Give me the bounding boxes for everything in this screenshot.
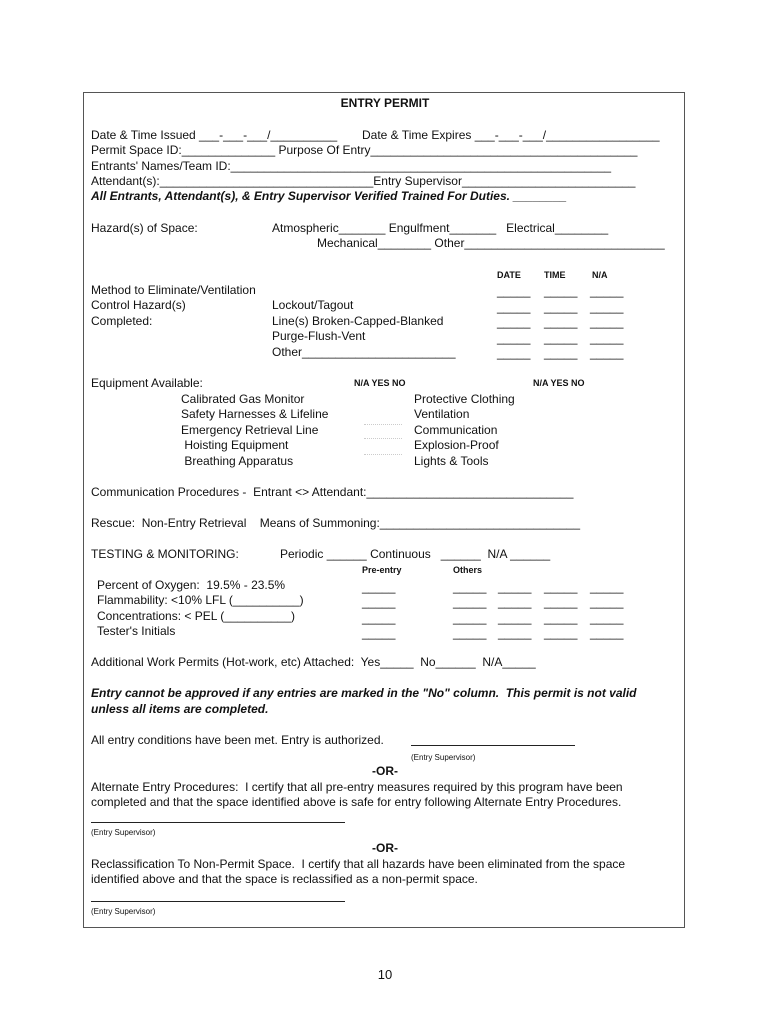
equipment-item: Calibrated Gas Monitor <box>181 392 305 406</box>
equipment-item: Ventilation <box>414 407 470 421</box>
method-time-blank[interactable]: _____ <box>544 315 578 329</box>
hazards-label: Hazard(s) of Space: <box>91 221 198 235</box>
method-date-blank[interactable]: _____ <box>497 284 531 298</box>
warning-text: unless all items are completed. <box>91 702 269 716</box>
equipment-item: Protective Clothing <box>414 392 515 406</box>
permit-space-field[interactable]: Permit Space ID:______________ Purpose Of Entry________________________________________ <box>91 143 638 157</box>
additional-permits-field[interactable]: Additional Work Permits (Hot-work, etc) Attached: Yes_____ No______ N/A_____ <box>91 655 536 669</box>
testing-modes[interactable]: Periodic ______ Continuous ______ N/A ______ <box>280 547 551 561</box>
method-item: Lockout/Tagout <box>272 298 354 312</box>
method-item: Line(s) Broken-Capped-Blanked <box>272 314 444 328</box>
others-blank[interactable]: _____ <box>453 626 487 640</box>
equipment-col-header-right: N/A YES NO <box>533 378 585 388</box>
others-blank[interactable]: _____ <box>453 595 487 609</box>
equipment-check-mark[interactable] <box>364 424 402 425</box>
equipment-item: Hoisting Equipment <box>181 438 289 452</box>
supervisor-caption: (Entry Supervisor) <box>411 753 476 762</box>
method-label: Control Hazard(s) <box>91 298 186 312</box>
method-item[interactable]: Other_______________________ <box>272 345 456 359</box>
method-label: Method to Eliminate/Ventilation <box>91 283 256 297</box>
supervisor-caption: (Entry Supervisor) <box>91 828 156 837</box>
others-blank[interactable]: _____ <box>498 595 532 609</box>
others-blank[interactable]: _____ <box>590 626 624 640</box>
others-blank[interactable]: _____ <box>453 611 487 625</box>
attendants-field[interactable]: Attendant(s):________________________________Entry Supervisor__________________________ <box>91 174 636 188</box>
col-time-header: TIME <box>544 270 566 280</box>
method-time-blank[interactable]: _____ <box>544 300 578 314</box>
preentry-blank[interactable]: _____ <box>362 595 396 609</box>
supervisor-signature-line[interactable] <box>411 745 575 746</box>
testing-row-label: Tester's Initials <box>97 624 176 638</box>
equipment-item: Explosion-Proof <box>414 438 499 452</box>
reclassification-text: Reclassification To Non-Permit Space. I certify that all hazards have been eliminated from the space <box>91 857 626 871</box>
testing-row-label[interactable]: Concentrations: < PEL (__________) <box>97 609 296 623</box>
alternate-signature-line[interactable] <box>91 822 345 823</box>
method-na-blank[interactable]: _____ <box>590 284 624 298</box>
page-title: ENTRY PERMIT <box>340 96 430 110</box>
others-blank[interactable]: _____ <box>498 580 532 594</box>
col-date-header: DATE <box>497 270 521 280</box>
testing-row-label[interactable]: Flammability: <10% LFL (__________) <box>97 593 304 607</box>
hazards-line1[interactable]: Atmospheric_______ Engulfment_______ Electrical________ <box>272 221 609 235</box>
others-blank[interactable]: _____ <box>544 595 578 609</box>
equipment-item: Emergency Retrieval Line <box>181 423 319 437</box>
equipment-item: Communication <box>414 423 498 437</box>
others-blank[interactable]: _____ <box>590 595 624 609</box>
others-blank[interactable]: _____ <box>498 626 532 640</box>
col-na-header: N/A <box>592 270 608 280</box>
hazards-line2[interactable]: Mechanical________ Other______________________________ <box>317 236 665 250</box>
others-blank[interactable]: _____ <box>498 611 532 625</box>
col-preentry-header: Pre-entry <box>362 565 402 575</box>
col-others-header: Others <box>453 565 483 575</box>
equipment-check-mark[interactable] <box>364 454 402 455</box>
method-label: Completed: <box>91 314 153 328</box>
preentry-blank[interactable]: _____ <box>362 611 396 625</box>
method-time-blank[interactable]: _____ <box>544 346 578 360</box>
page-number: 10 <box>377 967 393 982</box>
equipment-check-mark[interactable] <box>364 438 402 439</box>
testing-label: TESTING & MONITORING: <box>91 547 239 561</box>
or-divider: -OR- <box>372 841 398 855</box>
others-blank[interactable]: _____ <box>544 580 578 594</box>
method-na-blank[interactable]: _____ <box>590 300 624 314</box>
entrants-field[interactable]: Entrants' Names/Team ID:_________________________________________________________ <box>91 159 612 173</box>
testing-row-label: Percent of Oxygen: 19.5% - 23.5% <box>97 578 286 592</box>
equipment-item: Safety Harnesses & Lifeline <box>181 407 329 421</box>
others-blank[interactable]: _____ <box>590 580 624 594</box>
date-issued-field[interactable]: Date & Time Issued ___-___-___/__________ <box>91 128 338 142</box>
method-date-blank[interactable]: _____ <box>497 346 531 360</box>
equipment-item: Breathing Apparatus <box>181 454 294 468</box>
verified-statement: All Entrants, Attendant(s), & Entry Supervisor Verified Trained For Duties. ________ <box>91 189 567 203</box>
alternate-procedures-text: completed and that the space identified above is safe for entry following Alternate Entry Procedures. <box>91 795 622 809</box>
method-na-blank[interactable]: _____ <box>590 331 624 345</box>
method-date-blank[interactable]: _____ <box>497 315 531 329</box>
method-time-blank[interactable]: _____ <box>544 284 578 298</box>
others-blank[interactable]: _____ <box>544 626 578 640</box>
reclass-signature-line[interactable] <box>91 901 345 902</box>
preentry-blank[interactable]: _____ <box>362 626 396 640</box>
alternate-procedures-text: Alternate Entry Procedures: I certify that all pre-entry measures required by this program have been <box>91 780 623 794</box>
others-blank[interactable]: _____ <box>453 580 487 594</box>
method-date-blank[interactable]: _____ <box>497 331 531 345</box>
or-divider: -OR- <box>372 764 398 778</box>
method-item: Purge-Flush-Vent <box>272 329 366 343</box>
method-na-blank[interactable]: _____ <box>590 346 624 360</box>
equipment-item: Lights & Tools <box>414 454 489 468</box>
method-date-blank[interactable]: _____ <box>497 300 531 314</box>
authorized-statement: All entry conditions have been met. Entry is authorized. <box>91 733 384 747</box>
rescue-field[interactable]: Rescue: Non-Entry Retrieval Means of Summoning:______________________________ <box>91 516 580 530</box>
others-blank[interactable]: _____ <box>544 611 578 625</box>
warning-text: Entry cannot be approved if any entries are marked in the "No" column. This permit is not valid <box>91 686 637 700</box>
preentry-blank[interactable]: _____ <box>362 580 396 594</box>
supervisor-caption: (Entry Supervisor) <box>91 907 156 916</box>
date-expires-field[interactable]: Date & Time Expires ___-___-___/_________________ <box>362 128 660 142</box>
reclassification-text: identified above and that the space is reclassified as a non-permit space. <box>91 872 478 886</box>
others-blank[interactable]: _____ <box>590 611 624 625</box>
method-time-blank[interactable]: _____ <box>544 331 578 345</box>
equipment-label: Equipment Available: <box>91 376 203 390</box>
method-na-blank[interactable]: _____ <box>590 315 624 329</box>
communication-field[interactable]: Communication Procedures - Entrant <> Attendant:_______________________________ <box>91 485 574 499</box>
equipment-col-header-left: N/A YES NO <box>354 378 406 388</box>
